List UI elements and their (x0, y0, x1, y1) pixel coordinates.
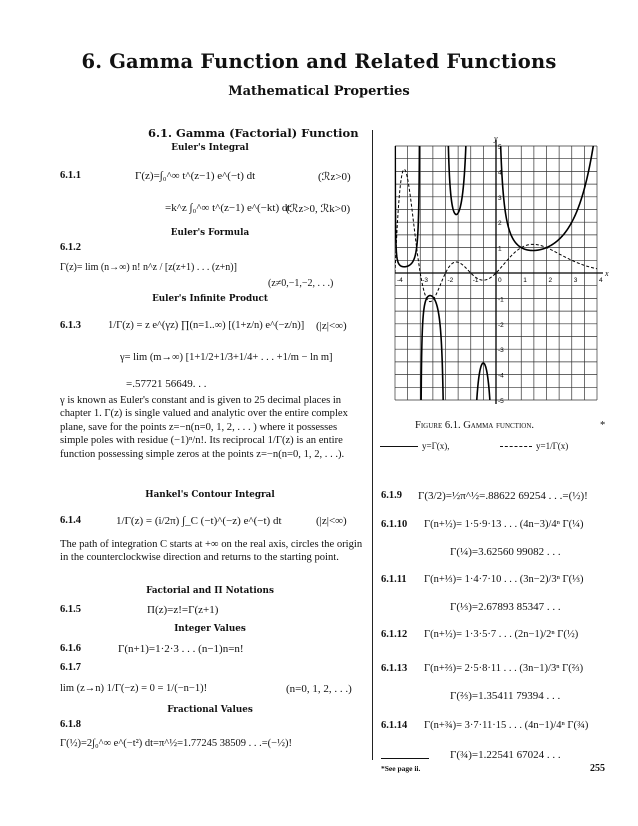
x-tick-label: 4 (599, 277, 603, 284)
equation-6-1-14b: Γ(¾)=1.22541 67024 . . . (450, 749, 561, 761)
y-tick-label: 1 (498, 245, 502, 253)
legend-dashed-swatch (500, 446, 532, 447)
page-subtitle: Mathematical Properties (228, 84, 410, 99)
heading-euler-formula: Euler's Formula (170, 228, 250, 238)
x-tick-label: 0 (498, 277, 502, 284)
column-divider (372, 130, 373, 760)
x-tick-label: 1 (523, 277, 527, 284)
x-axis-label: x (605, 269, 609, 278)
eq-number-6-1-2: 6.1.2 (60, 242, 81, 253)
equation-euler-constant: γ= lim (m→∞) [1+1/2+1/3+1/4+ . . . +1/m − ln m] (120, 352, 333, 363)
legend-dashed-label: y=1/Γ(x) (536, 441, 569, 451)
equation-6-1-11b: Γ(⅓)=2.67893 85347 . . . (450, 601, 561, 613)
equation-6-1-1b: =k^z ∫₀^∞ t^(z−1) e^(−kt) dt (165, 202, 291, 214)
y-tick-label: -5 (498, 398, 504, 405)
equation-6-1-3: 1/Γ(z) = z e^(γz) ∏(n=1..∞) [(1+z/n) e^(−z/n)] (108, 320, 305, 331)
footnote-rule (381, 758, 429, 759)
equation-6-1-8: Γ(½)=2∫₀^∞ e^(−t²) dt=π^½=1.77245 38509 . . .=(−½)! (60, 738, 292, 749)
heading-euler-integral: Euler's Integral (171, 143, 249, 153)
equation-6-1-13b: Γ(⅔)=1.35411 79394 . . . (450, 690, 561, 702)
equation-6-1-6: Γ(n+1)=1·2·3 . . . (n−1)n=n! (118, 643, 244, 655)
page-number: 255 (590, 763, 605, 774)
eq-number-6-1-10: 6.1.10 (381, 519, 408, 530)
equation-6-1-1b-condition: (ℛz>0, ℛk>0) (286, 203, 351, 215)
eq-number-6-1-1: 6.1.1 (60, 170, 81, 181)
chapter-title: 6. Gamma Function and Related Functions (81, 50, 557, 73)
footnote: *See page ii. (381, 764, 421, 773)
y-tick-label: -1 (498, 296, 504, 304)
x-tick-label: -4 (397, 277, 403, 284)
eq-number-6-1-13: 6.1.13 (381, 663, 408, 674)
y-tick-label: 4 (498, 169, 502, 177)
y-tick-label: -4 (498, 372, 504, 380)
legend-solid-label: y=Γ(x), (422, 441, 450, 451)
eq-number-6-1-9: 6.1.9 (381, 490, 402, 501)
legend-solid (380, 441, 450, 451)
eq-number-6-1-14: 6.1.14 (381, 720, 408, 731)
equation-6-1-13: Γ(n+⅔)= 2·5·8·11 . . . (3n−1)/3ⁿ Γ(⅔) (424, 663, 584, 674)
y-axis-label: y (494, 134, 498, 143)
equation-6-1-10: Γ(n+½)= 1·5·9·13 . . . (4n−3)/4ⁿ Γ(¼) (424, 519, 584, 530)
equation-6-1-4-condition: (|z|<∞) (316, 515, 347, 527)
equation-6-1-10b: Γ(¼)=3.62560 99082 . . . (450, 546, 561, 558)
eq-number-6-1-7: 6.1.7 (60, 662, 81, 673)
x-tick-label: 2 (548, 277, 553, 284)
eq-number-6-1-6: 6.1.6 (60, 643, 81, 654)
gamma-chart-svg (381, 132, 611, 414)
equation-6-1-14: Γ(n+¾)= 3·7·11·15 . . . (4n−1)/4ⁿ Γ(¾) (424, 720, 589, 731)
equation-6-1-1-condition: (ℛz>0) (318, 171, 351, 183)
figure-caption-star: * (600, 420, 606, 431)
eq-number-6-1-3: 6.1.3 (60, 320, 81, 331)
heading-integer-values: Integer Values (174, 624, 246, 634)
heading-fractional-values: Fractional Values (167, 705, 253, 715)
x-tick-label: -1 (472, 277, 479, 284)
heading-factorial-notations: Factorial and Π Notations (146, 586, 274, 596)
equation-6-1-9: Γ(3/2)=½π^½=.88622 69254 . . .=(½)! (418, 490, 588, 502)
y-tick-label: -3 (498, 347, 504, 355)
y-tick-label: 5 (498, 144, 502, 151)
paragraph-euler-constant: γ is known as Euler's constant and is given to 25 decimal places in chapter 1. Γ(z) is single valued and analytic over the entire complex plane, save for the points z=−n(n=0, 1, 2, . . . ) where it possesses simple poles with residue (−1)ⁿ/n!. Its reciprocal 1/Γ(z) is an entire function possessing simple zeros at the points z=−n(n=0, 1, 2, . . .). (60, 395, 348, 460)
equation-6-1-2-condition: (z≠0,−1,−2, . . .) (268, 278, 334, 289)
figure-caption (415, 420, 534, 431)
x-tick-label: -2 (447, 277, 454, 284)
y-tick-label: 3 (498, 194, 502, 202)
euler-constant-value: =.57721 56649. . . (126, 378, 207, 390)
equation-6-1-7-condition: (n=0, 1, 2, . . .) (286, 683, 352, 695)
paragraph-hankel-path: The path of integration C starts at +∞ on the real axis, circles the origin in the counterclockwise direction and returns to the starting point. (60, 539, 363, 564)
equation-6-1-5: Π(z)=z!=Γ(z+1) (147, 604, 219, 616)
x-tick-label: -3 (422, 277, 429, 284)
y-tick-label: -2 (498, 321, 504, 329)
eq-number-6-1-8: 6.1.8 (60, 719, 81, 730)
equation-6-1-11: Γ(n+⅓)= 1·4·7·10 . . . (3n−2)/3ⁿ Γ(⅓) (424, 574, 584, 585)
equation-6-1-1: Γ(z)=∫₀^∞ t^(z−1) e^(−t) dt (135, 170, 256, 182)
section-title: 6.1. Gamma (Factorial) Function (148, 126, 359, 140)
equation-6-1-4: 1/Γ(z) = (i/2π) ∫_C (−t)^(−z) e^(−t) dt (116, 515, 282, 527)
legend-dashed (500, 441, 568, 451)
eq-number-6-1-5: 6.1.5 (60, 604, 81, 615)
heading-hankel: Hankel's Contour Integral (145, 490, 275, 500)
x-tick-label: 3 (573, 277, 578, 284)
heading-infinite-product: Euler's Infinite Product (152, 294, 268, 304)
eq-number-6-1-12: 6.1.12 (381, 629, 408, 640)
figure-caption-text: Figure 6.1. Gamma function. (415, 420, 535, 431)
equation-6-1-7: lim (z→n) 1/Γ(−z) = 0 = 1/(−n−1)! (60, 683, 208, 694)
legend-solid-swatch (380, 446, 418, 447)
eq-number-6-1-4: 6.1.4 (60, 515, 81, 526)
y-tick-label: 2 (498, 220, 502, 228)
equation-6-1-2: Γ(z)= lim (n→∞) n! n^z / [z(z+1) . . . (z+n)] (60, 262, 237, 273)
equation-6-1-3-condition: (|z|<∞) (316, 320, 347, 332)
equation-6-1-12: Γ(n+½)= 1·3·5·7 . . . (2n−1)/2ⁿ Γ(½) (424, 629, 579, 640)
gamma-function-figure (381, 132, 611, 414)
eq-number-6-1-11: 6.1.11 (381, 574, 407, 585)
